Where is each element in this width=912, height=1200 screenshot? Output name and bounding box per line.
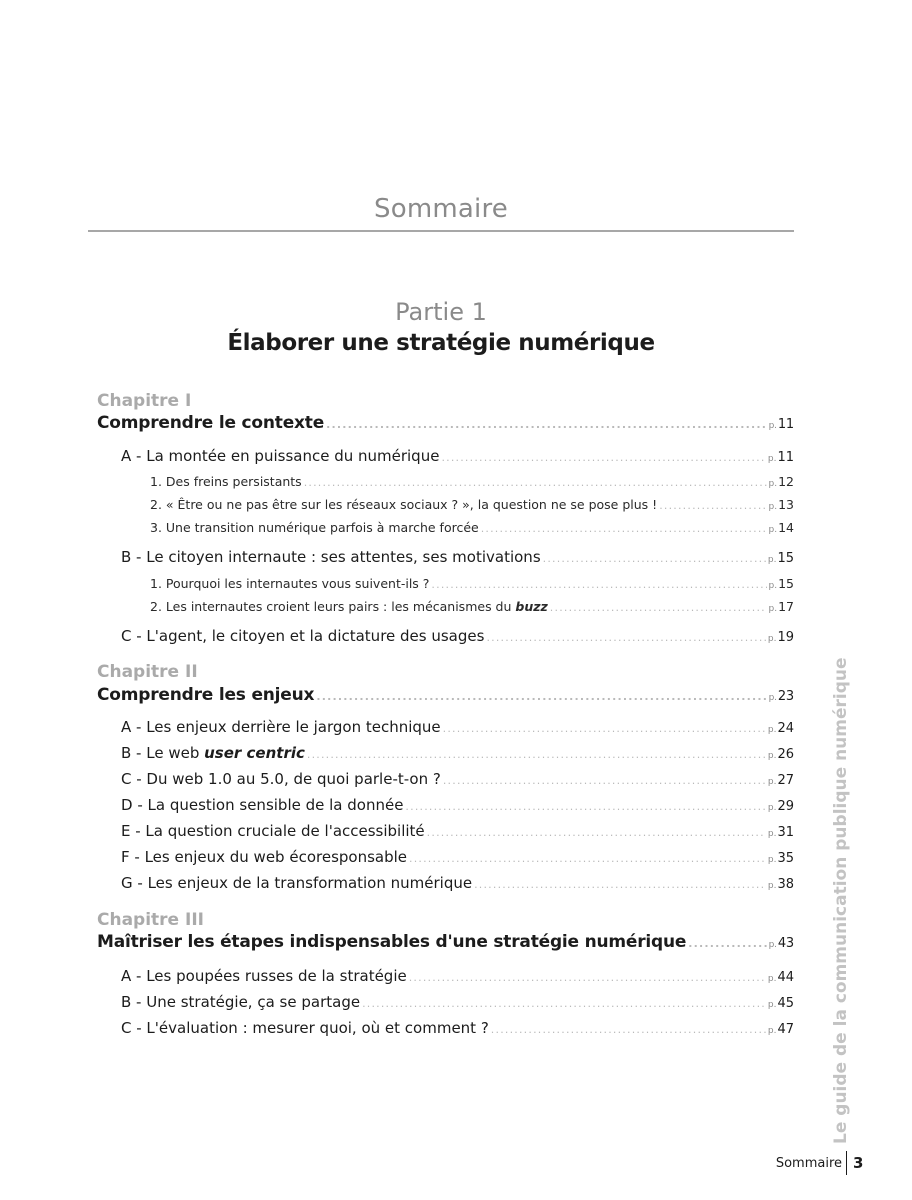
entry-page: p.31	[767, 825, 794, 840]
entry-label: B - Le web user centric	[121, 744, 305, 762]
toc-entry-section[interactable]	[121, 548, 794, 566]
entry-label: B - Le citoyen internaute : ses attentes, ses motivations	[121, 548, 541, 566]
toc-entry-subsection[interactable]	[150, 520, 794, 535]
dot-leader	[431, 578, 766, 591]
chapter-label: Chapitre III	[97, 910, 204, 930]
toc-entry-chapter-title[interactable]	[97, 413, 794, 433]
toc-entry-section[interactable]	[121, 822, 794, 840]
toc-entry-subsection[interactable]	[150, 599, 794, 614]
entry-page: p.13	[768, 497, 794, 512]
chapter-label: Chapitre II	[97, 662, 198, 682]
emphasis-text: buzz	[515, 599, 548, 614]
dot-leader	[307, 748, 766, 761]
entry-label: A - Les enjeux derrière le jargon technique	[121, 718, 441, 736]
entry-page: p.11	[767, 450, 794, 465]
entry-label: A - La montée en puissance du numérique	[121, 447, 440, 465]
entry-page: p.38	[767, 877, 794, 892]
entry-label: G - Les enjeux de la transformation numérique	[121, 874, 473, 892]
toc-entry-section[interactable]	[121, 874, 794, 892]
entry-page: p.26	[767, 747, 794, 762]
toc-entry-section[interactable]	[121, 770, 794, 788]
entry-page: p.44	[767, 970, 794, 985]
dot-leader	[409, 852, 766, 865]
toc-entry-section[interactable]	[121, 993, 794, 1011]
footer-section-label: Sommaire	[775, 1156, 842, 1171]
dot-leader	[304, 476, 767, 489]
dot-leader	[543, 552, 766, 565]
entry-label: 2. « Être ou ne pas être sur les réseaux sociaux ? », la question ne se pose plus !	[150, 497, 658, 512]
dot-leader	[326, 418, 767, 431]
toc-entry-section[interactable]	[121, 718, 794, 736]
dot-leader	[427, 826, 766, 839]
toc-entry-section[interactable]	[121, 967, 794, 985]
entry-label: F - Les enjeux du web écoresponsable	[121, 848, 408, 866]
entry-page: p.14	[768, 520, 794, 535]
entry-label: C - L'agent, le citoyen et la dictature des usages	[121, 627, 485, 645]
dot-leader	[474, 878, 766, 891]
toc-entry-subsection[interactable]	[150, 474, 794, 489]
page-number: 3	[853, 1154, 864, 1172]
entry-page: p.15	[768, 576, 794, 591]
dot-leader	[491, 1023, 766, 1036]
toc-entry-chapter-title[interactable]	[97, 685, 794, 705]
dot-leader	[409, 971, 766, 984]
entry-page: p.15	[767, 551, 794, 566]
dot-leader	[443, 774, 766, 787]
entry-page: p.17	[768, 599, 794, 614]
entry-page: p.29	[767, 799, 794, 814]
entry-page: p.35	[767, 851, 794, 866]
entry-label: Comprendre le contexte	[97, 413, 325, 433]
dot-leader	[550, 601, 767, 614]
footer-divider	[846, 1151, 847, 1175]
chapter-label: Chapitre I	[97, 391, 192, 411]
entry-label: 3. Une transition numérique parfois à marche forcée	[150, 520, 479, 535]
toc-entry-section[interactable]	[121, 627, 794, 645]
dot-leader	[405, 800, 765, 813]
toc-entry-chapter-title[interactable]	[97, 932, 794, 952]
entry-page: p.24	[767, 721, 794, 736]
entry-page: p.45	[767, 996, 794, 1011]
page-title: Sommaire	[374, 194, 508, 224]
entry-label: D - La question sensible de la donnée	[121, 796, 404, 814]
entry-page: p.47	[767, 1022, 794, 1037]
entry-label: Comprendre les enjeux	[97, 685, 315, 705]
entry-label: 2. Les internautes croient leurs pairs : les mécanismes du buzz	[150, 599, 548, 614]
entry-label: 1. Pourquoi les internautes vous suivent-ils ?	[150, 576, 430, 591]
entry-page: p.19	[767, 630, 794, 645]
dot-leader	[441, 451, 765, 464]
toc-entry-section[interactable]	[121, 1019, 794, 1037]
entry-label: C - Du web 1.0 au 5.0, de quoi parle-t-on ?	[121, 770, 441, 788]
part-title: Élaborer une stratégie numérique	[227, 330, 655, 356]
entry-label: A - Les poupées russes de la stratégie	[121, 967, 407, 985]
toc-entry-section[interactable]	[121, 744, 794, 762]
dot-leader	[362, 997, 766, 1010]
toc-entry-section[interactable]	[121, 447, 794, 465]
entry-label: C - L'évaluation : mesurer quoi, où et comment ?	[121, 1019, 489, 1037]
entry-page: p.27	[767, 773, 794, 788]
toc-entry-section[interactable]	[121, 796, 794, 814]
dot-leader	[443, 722, 766, 735]
vertical-book-title: Le guide de la communication publique numérique	[831, 657, 851, 1144]
entry-label: B - Une stratégie, ça se partage	[121, 993, 361, 1011]
entry-label: Maîtriser les étapes indispensables d'une stratégie numérique	[97, 932, 687, 952]
entry-page: p.11	[768, 417, 794, 432]
toc-entry-subsection[interactable]	[150, 497, 794, 512]
entry-page: p.12	[768, 474, 794, 489]
dot-leader	[688, 937, 766, 950]
dot-leader	[316, 690, 766, 703]
entry-page: p.43	[768, 936, 794, 951]
entry-label: E - La question cruciale de l'accessibilité	[121, 822, 425, 840]
dot-leader	[659, 499, 766, 512]
entry-label: 1. Des freins persistants	[150, 474, 302, 489]
emphasis-text: user centric	[204, 744, 305, 762]
toc-entry-subsection[interactable]	[150, 576, 794, 591]
dot-leader	[481, 522, 767, 535]
toc-entry-section[interactable]	[121, 848, 794, 866]
entry-page: p.23	[768, 689, 794, 704]
part-label: Partie 1	[395, 298, 487, 326]
dot-leader	[486, 631, 765, 644]
